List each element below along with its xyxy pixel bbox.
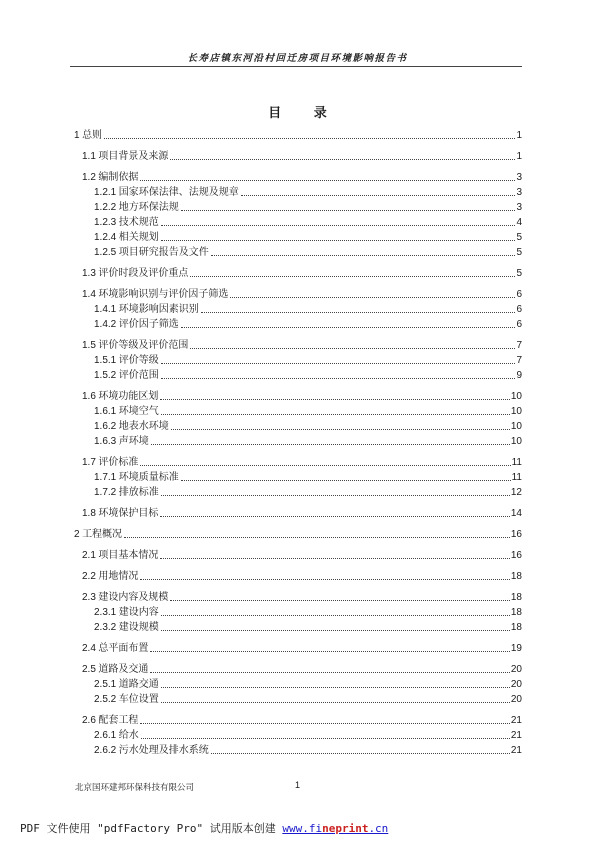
toc-entry[interactable] <box>70 487 522 499</box>
toc-entry-page: 5 <box>516 268 522 279</box>
toc-entry-title: 声环境 <box>116 436 149 447</box>
toc-leader-dots <box>141 738 510 739</box>
toc-leader-dots <box>181 480 511 481</box>
pdf-banner-link-part-3: .cn <box>368 822 389 835</box>
toc-entry-page: 1 <box>516 151 522 162</box>
toc-entry-page: 6 <box>516 289 522 300</box>
toc-entry[interactable] <box>70 391 522 403</box>
toc-entry-page: 10 <box>510 436 522 447</box>
toc-leader-dots <box>211 255 516 256</box>
footer-page-number: 1 <box>295 780 301 790</box>
toc-entry-number: 1.2.1 <box>94 187 117 198</box>
toc-entry-number: 1.5.1 <box>94 355 117 366</box>
toc-leader-dots <box>161 687 510 688</box>
toc-entry-number: 1.3 <box>82 268 96 279</box>
toc-entry-title: 配套工程 <box>95 715 139 726</box>
toc-leader-dots <box>201 312 516 313</box>
toc-entry-number: 2.2 <box>82 571 96 582</box>
toc-entry[interactable] <box>70 151 522 163</box>
toc-leader-dots <box>170 159 515 160</box>
toc-entry-number: 2.5.2 <box>94 694 117 705</box>
toc-entry-page: 10 <box>510 406 522 417</box>
toc-entry[interactable] <box>70 715 522 727</box>
header-rule <box>70 66 522 67</box>
toc-entry-number: 2.5.1 <box>94 679 117 690</box>
toc-entry-page: 16 <box>510 550 522 561</box>
toc-leader-dots <box>170 600 509 601</box>
toc-entry-number: 1.5 <box>82 340 96 351</box>
toc-entry-page: 10 <box>510 391 522 402</box>
toc-entry-title: 道路及交通 <box>95 664 149 675</box>
toc-entry-page: 20 <box>510 679 522 690</box>
toc-entry[interactable] <box>70 550 522 562</box>
toc-entry-title: 环境影响因素识别 <box>116 304 199 315</box>
toc-leader-dots <box>140 579 509 580</box>
toc-entry[interactable] <box>70 607 522 619</box>
toc-entry-page: 12 <box>510 487 522 498</box>
toc-entry-number: 2.6.1 <box>94 730 117 741</box>
toc-entry-page: 3 <box>516 172 522 183</box>
toc-entry[interactable] <box>70 217 522 229</box>
toc-leader-dots <box>140 180 515 181</box>
toc-leader-dots <box>161 414 510 415</box>
toc-entry[interactable] <box>70 232 522 244</box>
toc-entry-number: 1.5.2 <box>94 370 117 381</box>
toc-entry-page: 19 <box>510 643 522 654</box>
toc-entry-number: 2.3 <box>82 592 96 603</box>
toc-entry-number: 2 <box>74 529 80 540</box>
toc-leader-dots <box>161 240 516 241</box>
toc-entry-page: 21 <box>510 730 522 741</box>
toc-entry-title: 项目研究报告及文件 <box>116 247 209 258</box>
toc-entry[interactable] <box>70 406 522 418</box>
toc-entry-title: 车位设置 <box>116 694 159 705</box>
toc-entry-page: 7 <box>516 340 522 351</box>
toc-entry-number: 2.4 <box>82 643 96 654</box>
toc-entry-title: 评价标准 <box>95 457 139 468</box>
toc-entry-page: 10 <box>510 421 522 432</box>
toc-entry[interactable] <box>70 730 522 742</box>
toc-entry-page: 14 <box>510 508 522 519</box>
toc-entry-title: 环境影响识别与评价因子筛选 <box>95 289 229 300</box>
toc-entry-page: 5 <box>516 232 522 243</box>
toc-entry[interactable] <box>70 436 522 448</box>
toc-entry[interactable] <box>70 571 522 583</box>
toc-leader-dots <box>140 465 510 466</box>
toc-entry-title: 排放标准 <box>116 487 159 498</box>
toc-entry-page: 11 <box>511 457 522 468</box>
toc-leader-dots <box>160 558 509 559</box>
toc-leader-dots <box>211 753 510 754</box>
toc-entry-number: 2.5 <box>82 664 96 675</box>
toc-entry-title: 项目背景及来源 <box>95 151 169 162</box>
header-title: 长寿店镇东河沿村回迁房项目环境影响报告书 <box>187 53 408 64</box>
toc-entry[interactable] <box>70 319 522 331</box>
toc-entry-title: 评价等级 <box>116 355 159 366</box>
toc-entry-number: 1.4.2 <box>94 319 117 330</box>
toc-entry-title: 总平面布置 <box>95 643 149 654</box>
toc-entry-title: 用地情况 <box>95 571 139 582</box>
toc-entry[interactable] <box>70 421 522 433</box>
toc-entry[interactable] <box>70 355 522 367</box>
toc-entry[interactable] <box>70 664 522 676</box>
toc-entry-number: 2.1 <box>82 550 96 561</box>
toc-entry-page: 9 <box>516 370 522 381</box>
toc-entry-page: 16 <box>510 529 522 540</box>
toc-entry-number: 1.8 <box>82 508 96 519</box>
toc-entry[interactable] <box>70 694 522 706</box>
toc-entry-number: 2.3.2 <box>94 622 117 633</box>
toc-entry-page: 18 <box>510 592 522 603</box>
toc-leader-dots <box>181 210 516 211</box>
toc-entry-number: 1 <box>74 130 80 141</box>
toc-entry-title: 评价因子筛选 <box>116 319 179 330</box>
toc-entry-title: 评价等级及评价范围 <box>95 340 189 351</box>
toc-entry[interactable] <box>70 289 522 301</box>
toc-entry-number: 1.4 <box>82 289 96 300</box>
toc-entry[interactable] <box>70 268 522 280</box>
toc-entry-page: 18 <box>510 622 522 633</box>
toc-entry-page: 18 <box>510 571 522 582</box>
toc-entry-page: 18 <box>510 607 522 618</box>
toc-leader-dots <box>171 429 510 430</box>
toc-entry-title: 污水处理及排水系统 <box>116 745 209 756</box>
toc-leader-dots <box>241 195 516 196</box>
toc-entry-page: 21 <box>510 715 522 726</box>
toc-entry[interactable] <box>70 622 522 634</box>
toc-entry[interactable] <box>70 187 522 199</box>
toc-entry-page: 3 <box>516 187 522 198</box>
toc-entry-page: 7 <box>516 355 522 366</box>
toc-entry-title: 相关规划 <box>116 232 159 243</box>
toc-leader-dots <box>161 363 516 364</box>
toc-leader-dots <box>150 651 509 652</box>
toc-entry-title: 建设内容及规模 <box>95 592 169 603</box>
toc-entry-page: 6 <box>516 319 522 330</box>
toc-leader-dots <box>161 615 510 616</box>
toc-entry[interactable] <box>70 745 522 757</box>
toc-entry-number: 1.2.2 <box>94 202 117 213</box>
toc-leader-dots <box>161 378 516 379</box>
toc-entry[interactable] <box>70 529 522 541</box>
toc-leader-dots <box>104 138 515 139</box>
toc-leader-dots <box>190 276 515 277</box>
toc-entry-title: 编制依据 <box>95 172 139 183</box>
pdf-banner-text: PDF 文件使用 "pdfFactory Pro" 试用版本创建 <box>20 822 283 835</box>
toc-entry-number: 1.4.1 <box>94 304 117 315</box>
toc-entry-title: 技术规范 <box>116 217 159 228</box>
toc-entry-title: 项目基本情况 <box>95 550 159 561</box>
footer-company: 北京国环建邦环保科技有限公司 <box>75 783 195 793</box>
toc-entry[interactable] <box>70 679 522 691</box>
toc-leader-dots <box>124 537 510 538</box>
toc-entry-number: 1.7.1 <box>94 472 117 483</box>
toc-entry[interactable] <box>70 202 522 214</box>
toc-entry[interactable] <box>70 472 522 484</box>
toc-entry-number: 1.6.1 <box>94 406 117 417</box>
toc-entry-number: 1.7.2 <box>94 487 117 498</box>
toc-title: 目 录 <box>268 106 341 121</box>
toc-entry-title: 环境功能区划 <box>95 391 159 402</box>
toc-entry-number: 2.3.1 <box>94 607 117 618</box>
toc-leader-dots <box>151 444 510 445</box>
toc-entry-number: 1.1 <box>82 151 96 162</box>
pdf-banner-link-part-2: neprint <box>322 822 369 835</box>
toc-entry[interactable] <box>70 592 522 604</box>
toc-entry-page: 20 <box>510 694 522 705</box>
toc-entry-title: 评价时段及评价重点 <box>95 268 189 279</box>
toc-entry-number: 1.2.5 <box>94 247 117 258</box>
toc-entry-title: 总则 <box>79 130 103 141</box>
pdf-banner-link-part-1: www.fi <box>282 822 323 835</box>
toc-leader-dots <box>161 630 510 631</box>
toc-entry-page: 1 <box>516 130 522 141</box>
toc-entry-title: 地表水环境 <box>116 421 169 432</box>
toc-entry[interactable] <box>70 172 522 184</box>
toc-entry[interactable] <box>70 457 522 469</box>
toc-entry-number: 2.6 <box>82 715 96 726</box>
toc-entry-number: 1.7 <box>82 457 96 468</box>
toc-leader-dots <box>190 348 515 349</box>
toc-entry-title: 建设规模 <box>116 622 159 633</box>
toc-leader-dots <box>160 516 509 517</box>
toc-leader-dots <box>161 495 510 496</box>
toc-entry[interactable] <box>70 508 522 520</box>
pdf-banner <box>20 820 388 836</box>
toc-entry-title: 给水 <box>116 730 139 741</box>
toc-entry-title: 评价范围 <box>116 370 159 381</box>
toc-entry-title: 环境质量标准 <box>116 472 179 483</box>
toc-entry-title: 工程概况 <box>79 529 123 540</box>
toc-entry[interactable] <box>70 247 522 259</box>
toc-entry[interactable] <box>70 304 522 316</box>
toc-leader-dots <box>161 702 510 703</box>
toc-entry-title: 地方环保法规 <box>116 202 179 213</box>
toc-entry-page: 5 <box>516 247 522 258</box>
toc-entry-page: 4 <box>516 217 522 228</box>
toc-entry-number: 1.6 <box>82 391 96 402</box>
toc-entry-number: 1.6.2 <box>94 421 117 432</box>
toc-leader-dots <box>230 297 515 298</box>
toc-entry[interactable] <box>70 643 522 655</box>
toc-leader-dots <box>150 672 509 673</box>
toc-entry-title: 环境保护目标 <box>95 508 159 519</box>
toc-leader-dots <box>161 225 516 226</box>
toc-entry-page: 20 <box>510 664 522 675</box>
toc-entry-page: 6 <box>516 304 522 315</box>
toc-entry-title: 建设内容 <box>116 607 159 618</box>
toc-leader-dots <box>160 399 509 400</box>
toc-entry-number: 2.6.2 <box>94 745 117 756</box>
toc-entry-title: 环境空气 <box>116 406 159 417</box>
toc-leader-dots <box>181 327 516 328</box>
toc-entry-number: 1.6.3 <box>94 436 117 447</box>
toc-entry-title: 道路交通 <box>116 679 159 690</box>
toc-leader-dots <box>140 723 509 724</box>
toc-entry-page: 11 <box>511 472 522 483</box>
toc-entry-number: 1.2 <box>82 172 96 183</box>
toc-entry-title: 国家环保法律、法规及规章 <box>116 187 239 198</box>
pdf-banner-link[interactable] <box>282 822 388 835</box>
toc-entry[interactable] <box>70 370 522 382</box>
toc-entry-page: 21 <box>510 745 522 756</box>
toc-entry-page: 3 <box>516 202 522 213</box>
toc-entry-number: 1.2.3 <box>94 217 117 228</box>
toc-entry[interactable] <box>70 130 522 142</box>
toc-entry[interactable] <box>70 340 522 352</box>
toc-entry-number: 1.2.4 <box>94 232 117 243</box>
